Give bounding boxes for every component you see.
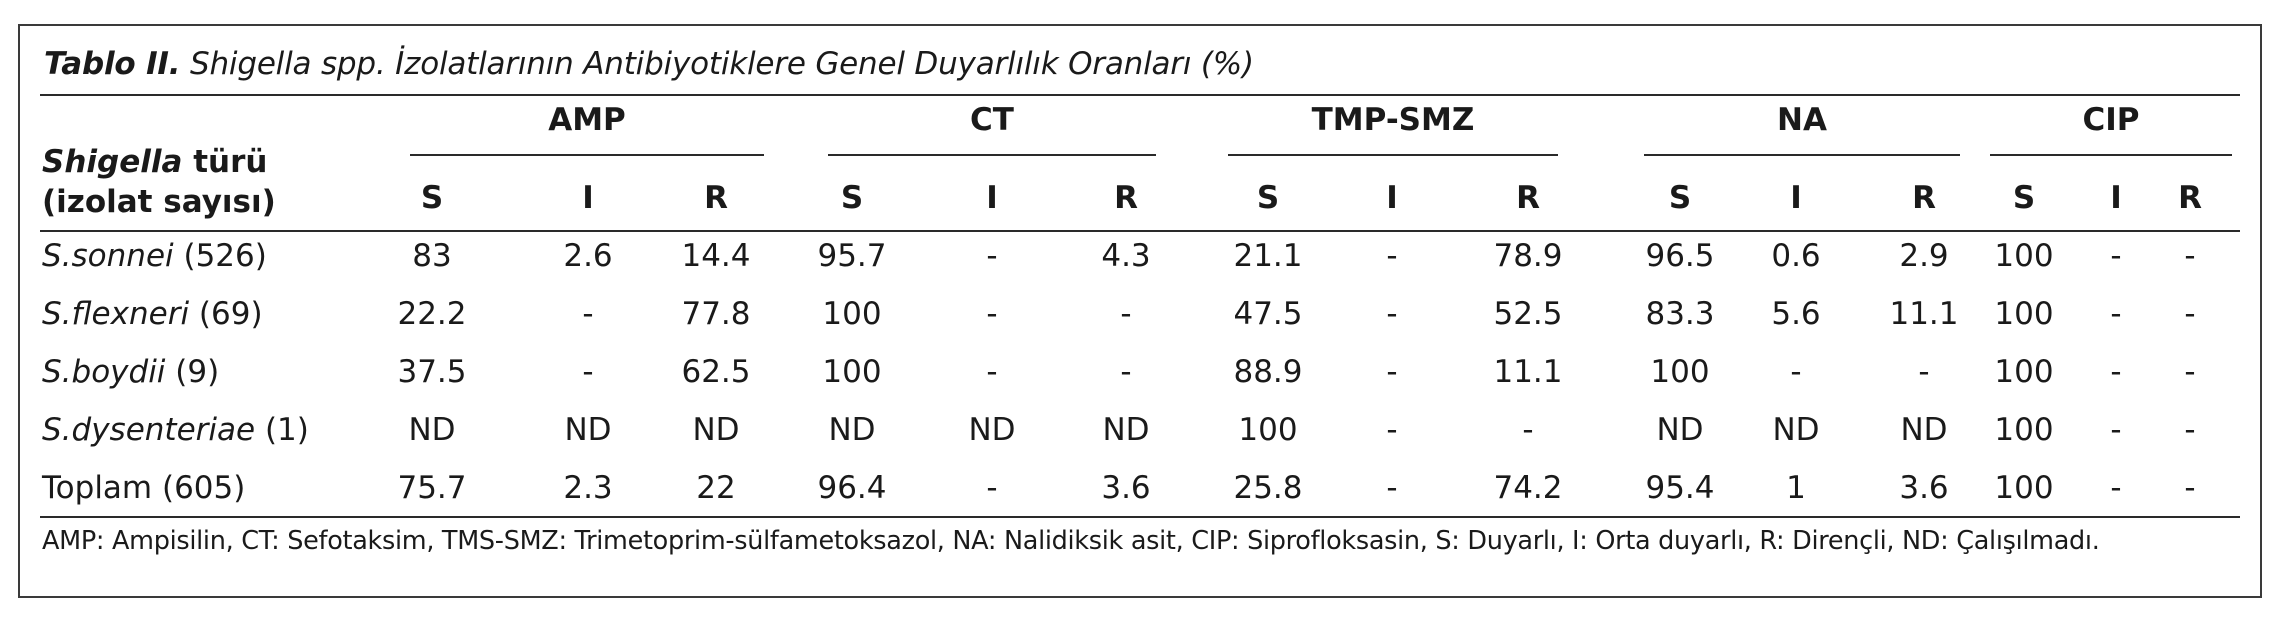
table-cell: 95.7 bbox=[817, 238, 887, 274]
table-cell: - bbox=[1918, 354, 1930, 390]
subheader-ct-r: R bbox=[1114, 180, 1138, 216]
table-cell: 3.6 bbox=[1899, 470, 1949, 506]
table-cell: - bbox=[2110, 296, 2122, 332]
row-label: S.boydii (9) bbox=[42, 354, 220, 390]
subheader-na-i: I bbox=[1790, 180, 1802, 216]
table-cell: - bbox=[2184, 296, 2196, 332]
subheader-ct-s: S bbox=[840, 180, 864, 216]
table-cell: 100 bbox=[822, 354, 882, 390]
table-cell: ND bbox=[1656, 412, 1704, 448]
table-cell: - bbox=[2110, 354, 2122, 390]
group-header-cip: CIP bbox=[2082, 102, 2140, 138]
table-cell: ND bbox=[408, 412, 456, 448]
stub-header-line2: (izolat sayısı) bbox=[42, 184, 276, 220]
table-cell: 52.5 bbox=[1493, 296, 1563, 332]
table-cell: 37.5 bbox=[397, 354, 467, 390]
table-cell: 11.1 bbox=[1493, 354, 1563, 390]
table-cell: 14.4 bbox=[681, 238, 751, 274]
table-footnote: AMP: Ampisilin, CT: Sefotaksim, TMS-SMZ: Trimetoprim-sülfametoksazol, NA: Nalidiksik asit, CIP: Siprofloksasin, S: Duyarlı, I: Orta duyarlı, R: Dirençli, ND: Çalışılmadı. bbox=[42, 526, 2100, 556]
table-cell: - bbox=[1522, 412, 1534, 448]
table-cell: - bbox=[986, 296, 998, 332]
table-cell: ND bbox=[968, 412, 1016, 448]
table-cell: 100 bbox=[1994, 470, 2054, 506]
subheader-cip-i: I bbox=[2110, 180, 2122, 216]
table-cell: 74.2 bbox=[1493, 470, 1563, 506]
row-label: S.flexneri (69) bbox=[42, 296, 263, 332]
table-cell: ND bbox=[1772, 412, 1820, 448]
table-cell: 96.5 bbox=[1645, 238, 1715, 274]
table-caption bbox=[44, 46, 1254, 82]
table-cell: - bbox=[2184, 354, 2196, 390]
table-cell: 21.1 bbox=[1233, 238, 1303, 274]
table-cell: - bbox=[582, 354, 594, 390]
table-cell: ND bbox=[1102, 412, 1150, 448]
group-rule-tmp-smz bbox=[1228, 154, 1558, 156]
table-cell: - bbox=[2184, 412, 2196, 448]
table-cell: - bbox=[1386, 470, 1398, 506]
row-label: Toplam (605) bbox=[42, 470, 246, 506]
table-cell: 100 bbox=[1650, 354, 1710, 390]
caption-text: Shigella spp. İzolatlarının Antibiyotiklere Genel Duyarlılık Oranları (%) bbox=[180, 46, 1254, 82]
table-cell: - bbox=[1386, 412, 1398, 448]
table-frame bbox=[18, 24, 2262, 598]
table-cell: ND bbox=[1900, 412, 1948, 448]
table-cell: 78.9 bbox=[1493, 238, 1563, 274]
top-rule bbox=[40, 94, 2240, 96]
table-cell: 5.6 bbox=[1771, 296, 1821, 332]
table-cell: 1 bbox=[1786, 470, 1806, 506]
table-cell: 83.3 bbox=[1645, 296, 1715, 332]
header-rule bbox=[40, 230, 2240, 232]
table-cell: 2.9 bbox=[1899, 238, 1949, 274]
table-cell: 100 bbox=[1994, 296, 2054, 332]
table-cell: 22 bbox=[696, 470, 736, 506]
table-cell: - bbox=[2184, 470, 2196, 506]
subheader-cip-r: R bbox=[2178, 180, 2202, 216]
table-cell: 100 bbox=[1238, 412, 1298, 448]
table-cell: 88.9 bbox=[1233, 354, 1303, 390]
table-cell: - bbox=[2110, 470, 2122, 506]
subheader-ct-i: I bbox=[986, 180, 998, 216]
stub-header-line1: Shigella türü bbox=[42, 144, 268, 180]
stub-header bbox=[42, 142, 276, 222]
subheader-cip-s: S bbox=[2012, 180, 2036, 216]
table-cell: - bbox=[1120, 296, 1132, 332]
subheader-na-s: S bbox=[1668, 180, 1692, 216]
table-cell: 100 bbox=[1994, 354, 2054, 390]
table-cell: ND bbox=[828, 412, 876, 448]
table-cell: 2.3 bbox=[563, 470, 613, 506]
group-rule-na bbox=[1644, 154, 1960, 156]
group-rule-amp bbox=[410, 154, 764, 156]
subheader-tmp-smz-r: R bbox=[1516, 180, 1540, 216]
caption-label: Tablo II. bbox=[44, 46, 181, 82]
table-cell: - bbox=[986, 470, 998, 506]
table-cell: - bbox=[1790, 354, 1802, 390]
table-cell: 95.4 bbox=[1645, 470, 1715, 506]
group-header-na: NA bbox=[1777, 102, 1827, 138]
row-label: S.dysenteriae (1) bbox=[42, 412, 309, 448]
table-cell: 47.5 bbox=[1233, 296, 1303, 332]
table-cell: - bbox=[1386, 296, 1398, 332]
bottom-rule bbox=[40, 516, 2240, 518]
row-label: S.sonnei (526) bbox=[42, 238, 267, 274]
table-cell: 100 bbox=[822, 296, 882, 332]
table-cell: 25.8 bbox=[1233, 470, 1303, 506]
subheader-na-r: R bbox=[1912, 180, 1936, 216]
table-cell: 3.6 bbox=[1101, 470, 1151, 506]
table-cell: 2.6 bbox=[563, 238, 613, 274]
table-cell: 83 bbox=[412, 238, 452, 274]
table-cell: 22.2 bbox=[397, 296, 467, 332]
table-cell: - bbox=[986, 238, 998, 274]
table-cell: - bbox=[2110, 238, 2122, 274]
table-cell: - bbox=[1386, 354, 1398, 390]
table-cell: - bbox=[2110, 412, 2122, 448]
table-cell: ND bbox=[692, 412, 740, 448]
table-cell: 77.8 bbox=[681, 296, 751, 332]
table-cell: ND bbox=[564, 412, 612, 448]
table-cell: 100 bbox=[1994, 412, 2054, 448]
table-cell: - bbox=[1120, 354, 1132, 390]
group-header-tmp-smz: TMP-SMZ bbox=[1311, 102, 1475, 138]
group-header-amp: AMP bbox=[548, 102, 626, 138]
table-cell: 4.3 bbox=[1101, 238, 1151, 274]
subheader-amp-r: R bbox=[704, 180, 728, 216]
subheader-tmp-smz-s: S bbox=[1256, 180, 1280, 216]
subheader-tmp-smz-i: I bbox=[1386, 180, 1398, 216]
group-rule-cip bbox=[1990, 154, 2232, 156]
table-cell: 62.5 bbox=[681, 354, 751, 390]
table-cell: - bbox=[582, 296, 594, 332]
table-cell: - bbox=[986, 354, 998, 390]
group-rule-ct bbox=[828, 154, 1156, 156]
table-cell: 0.6 bbox=[1771, 238, 1821, 274]
table-cell: 11.1 bbox=[1889, 296, 1959, 332]
table-cell: - bbox=[1386, 238, 1398, 274]
group-header-ct: CT bbox=[970, 102, 1014, 138]
table-cell: 96.4 bbox=[817, 470, 887, 506]
table-cell: 75.7 bbox=[397, 470, 467, 506]
subheader-amp-s: S bbox=[420, 180, 444, 216]
table-cell: 100 bbox=[1994, 238, 2054, 274]
subheader-amp-i: I bbox=[582, 180, 594, 216]
table-cell: - bbox=[2184, 238, 2196, 274]
